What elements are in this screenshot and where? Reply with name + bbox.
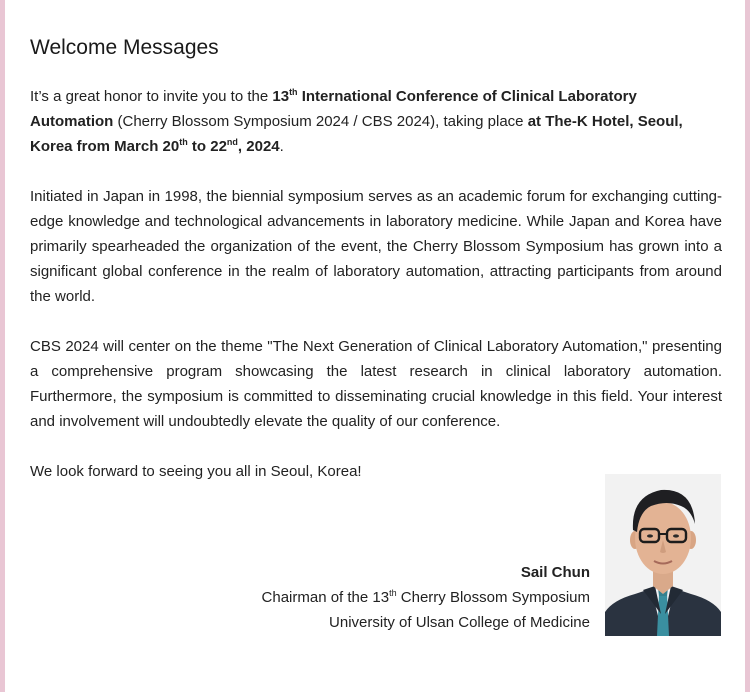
- welcome-message-panel: [5, 0, 745, 692]
- edition-suffix: th: [289, 87, 298, 97]
- intro-text-end: .: [279, 138, 284, 155]
- signature-block: [262, 560, 590, 635]
- intro-text-mid: (Cherry Blossom Symposium 2024 / CBS 2024), taking place: [113, 113, 528, 130]
- role-edition-number: 13: [372, 589, 390, 606]
- page-title: Welcome Messages: [30, 36, 219, 59]
- start-day-suffix: th: [179, 137, 188, 147]
- role-text-end: Cherry Blossom Symposium: [396, 589, 590, 606]
- intro-paragraph: [30, 84, 722, 159]
- event-year: , 2024: [237, 138, 280, 155]
- venue-text: at The-K Hotel, Seoul, Korea from March: [30, 113, 683, 155]
- signatory-affiliation: University of Ulsan College of Medicine: [329, 614, 590, 631]
- portrait-illustration: [605, 474, 721, 636]
- intro-text-start: It’s a great honor to invite you to the: [30, 88, 273, 105]
- end-day: 22: [210, 138, 227, 155]
- role-text-start: Chairman of the: [261, 589, 373, 606]
- signatory-role: [262, 585, 590, 610]
- chairman-portrait: [605, 474, 721, 636]
- history-paragraph: Initiated in Japan in 1998, the biennial symposium serves as an academic forum for exchanging cutting-edge knowledge and technological advancements in laboratory medicine. While Japan and Korea have primarily spearheaded the organization of the event, the Cherry Blossom Symposium has grown into a significant global conference in the realm of laboratory automation, attracting participants from around the world.: [30, 188, 722, 305]
- end-day-suffix: nd: [226, 137, 238, 147]
- signatory-name: Sail Chun: [520, 564, 590, 581]
- conference-title: International Conference of Clinical Laboratory Automation: [30, 88, 637, 130]
- start-day: 20: [162, 138, 180, 155]
- date-connector: to: [187, 138, 211, 155]
- edition-number: 13: [272, 88, 290, 105]
- theme-paragraph: CBS 2024 will center on the theme "The Next Generation of Clinical Laboratory Automation," presenting a comprehensive program showcasing the latest research in clinical laboratory automation. Furthermore, the symposium is committed to disseminating crucial knowledge in this field. Your interest and involvement will undoubtedly elevate the quality of our conference.: [30, 338, 722, 430]
- role-edition-suffix: th: [389, 588, 397, 598]
- closing-paragraph: We look forward to seeing you all in Seoul, Korea!: [30, 463, 362, 480]
